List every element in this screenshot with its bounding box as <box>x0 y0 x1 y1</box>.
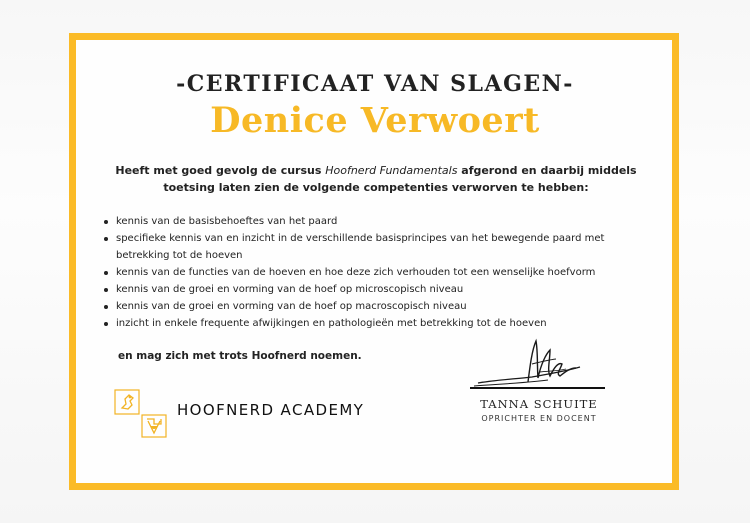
signature-image <box>470 336 605 392</box>
intro-text <box>96 162 656 196</box>
course-name: Hoofnerd Fundamentals <box>325 164 458 177</box>
signature-line <box>470 387 605 389</box>
signer-name: TANNA SCHUITE <box>480 397 598 411</box>
hoofnerd-logo-icon <box>113 388 169 440</box>
closing-statement: en mag zich met trots Hoofnerd noemen. <box>118 350 362 362</box>
list-item: kennis van de groei en vorming van de hoef op microscopisch niveau <box>101 281 656 298</box>
competency-list <box>101 213 656 332</box>
signer-role: OPRICHTER EN DOCENT <box>481 414 597 423</box>
academy-name: HOOFNERD ACADEMY <box>177 401 365 419</box>
intro-part-1: Heeft met goed gevolg de cursus <box>115 164 326 177</box>
intro-part-2: afgerond en daarbij middels toetsing laten zien de volgende competenties verworven te hebben: <box>163 164 637 194</box>
certificate-title: -CERTIFICAAT VAN SLAGEN- <box>176 71 574 97</box>
recipient-name: Denice Verwoert <box>210 100 540 141</box>
list-item: specifieke kennis van en inzicht in de verschillende basisprincipes van het bewegende paard met betrekking tot de hoeven <box>101 230 656 264</box>
list-item: kennis van de groei en vorming van de hoef op macroscopisch niveau <box>101 298 656 315</box>
list-item: kennis van de basisbehoeftes van het paard <box>101 213 656 230</box>
list-item: inzicht in enkele frequente afwijkingen en pathologieën met betrekking tot de hoeven <box>101 315 656 332</box>
list-item: kennis van de functies van de hoeven en hoe deze zich verhouden tot een wenselijke hoefvorm <box>101 264 656 281</box>
